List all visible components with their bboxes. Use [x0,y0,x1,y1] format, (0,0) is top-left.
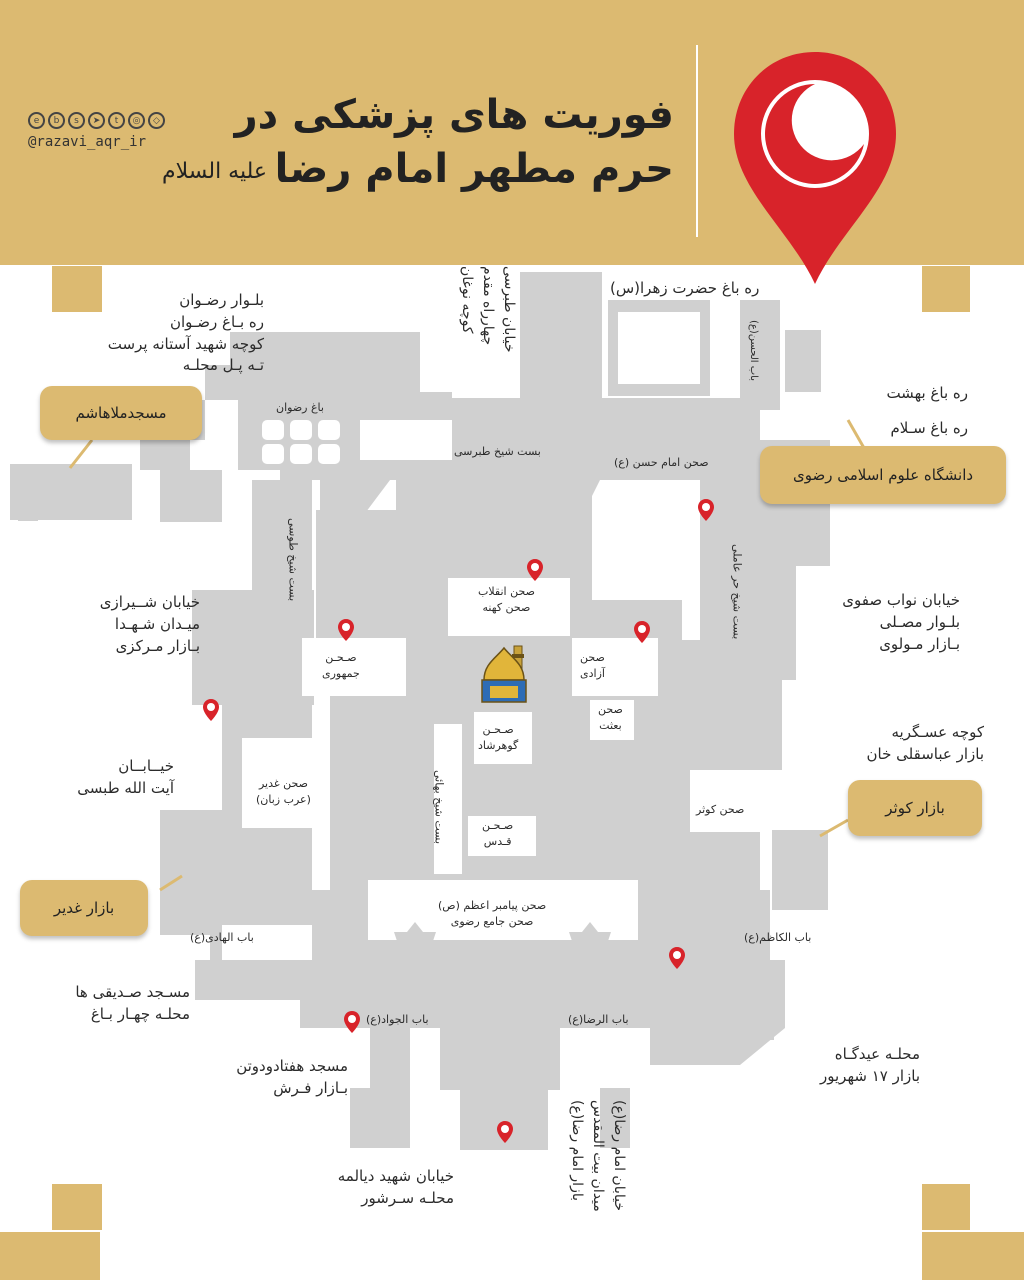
label-bab-hadi: باب الهادی(ع) [190,931,254,944]
emergency-pin-icon[interactable] [496,1120,514,1144]
title-suffix: علیه السلام [162,159,268,184]
emergency-pin-icon[interactable] [668,946,686,970]
emergency-pin-icon[interactable] [633,620,651,644]
emergency-pin-icon[interactable] [526,558,544,582]
emergency-pin-icon[interactable] [343,1010,361,1034]
shrine-dome-icon [478,640,534,706]
label-sahn-payambar: صحن پیامبر اعظم (ص) صحن جامع رضوی [438,899,547,928]
soroush-icon[interactable]: s [68,112,85,129]
label-right-2: کوچه عسـگریه بازار عباسقلی خان [866,723,984,763]
label-vertical-top: خیابان طبرسی چهارراه مقدم کوچه نوغان [459,266,517,353]
label-bast-horr: بست شیخ حر عاملی [730,544,744,640]
rubika-icon[interactable]: ◇ [148,112,165,129]
label-left-1: خیابان شــیرازی میـدان شـهـدا بـازار مـرکزی [99,593,200,655]
emergency-pin-icon[interactable] [337,618,355,642]
label-bast-bahaei: بست شیخ بهائی [432,770,446,845]
page-title-line1: فوریت های پزشکی در [234,92,674,138]
label-bagh-rezvan: باغ رضوان [276,401,324,414]
label-top-left: بلـوار رضـوان ره بـاغ رضـوان کوچه شهید آستانه پرست تـه پـل محلـه [107,291,264,375]
twitter-icon[interactable]: t [108,112,125,129]
label-left-3: مسـجد صـدیقی ها محلـه چهـار بـاغ [75,983,190,1023]
label-top-center: ره باغ حضرت زهرا(س) [610,279,760,297]
telegram-icon[interactable]: ➤ [88,112,105,129]
label-bottom-center: خیابان شهید دیالمه محلـه سـرشور [337,1167,454,1207]
social-handle[interactable]: @razavi_aqr_ir [28,134,147,150]
callout-university: دانشگاه علوم اسلامی رضوی [760,446,1006,504]
label-sahn-goharshad: صـحـن گوهرشاد [478,723,519,752]
label-sahn-azadi: صحن آزادی [580,651,605,680]
label-sahn-jomhouri: صـحـن جمهوری [322,651,360,680]
label-bast-tabarsi: بست شیخ طبرسی [454,445,541,458]
emergency-pin-icon[interactable] [697,498,715,522]
instagram-icon[interactable]: ◎ [128,112,145,129]
label-bab-hasan: باب الحسن(ع) [748,320,759,382]
label-top-right: ره باغ بهشت ره باغ سـلام [886,384,968,437]
callout-ghadir-bazaar: بازار غدیر [20,880,148,936]
page-title-line2: حرم مطهر امام رضا [274,146,674,192]
label-sahn-besat: صحن بعثت [598,703,623,732]
location-marker-icon [730,48,900,286]
eitaa-icon[interactable]: e [28,112,45,129]
label-vertical-bottom: خیابان امام رضا(ع) میدان بیت المقدس بازار امام رضا(ع) [569,1100,627,1212]
label-bab-javad: باب الجواد(ع) [366,1013,429,1026]
label-left-2: خیــابــان آیت الله طبسی [77,757,174,797]
label-right-1: خیابان نواب صفوی بلـوار مصـلی بـازار مـولوی [842,591,960,653]
callout-masjed: مسجدملاهاشم [40,386,202,440]
label-sahn-ghods: صـحـن قـدس [482,819,514,848]
social-icons [28,112,165,129]
label-sahn-kowsar: صحن کوثر [696,803,745,816]
label-sahn-hasan: صحن امام حسن (ع) [614,456,709,469]
emergency-pin-icon[interactable] [202,698,220,722]
label-bast-tousi: بست شیخ طوسی [286,518,300,602]
label-sahn-ghadir: صحن غدیر (عرب زبان) [256,777,311,806]
label-sahn-enghelab: صحن انقلاب صحن کهنه [478,585,535,614]
label-bab-reza: باب الرضا(ع) [568,1013,629,1026]
callout-kowsar-bazaar: بازار کوثر [848,780,982,836]
bale-icon[interactable]: b [48,112,65,129]
label-right-3: محلـه عیدگـاه بازار ۱۷ شهریور [820,1045,920,1085]
label-bab-kazem: باب الکاظم(ع) [744,931,812,944]
label-bottom-left: مسجد هفتادودوتن بـازار فـرش [236,1057,348,1097]
